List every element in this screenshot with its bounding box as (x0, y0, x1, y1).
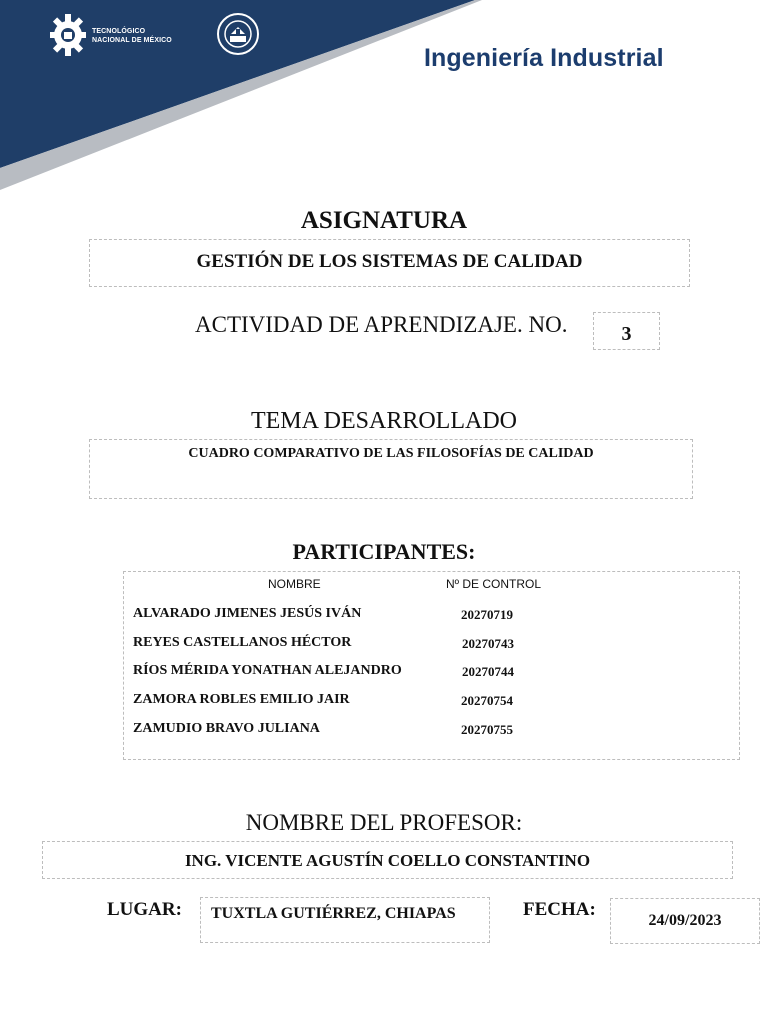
participant-name: ALVARADO JIMENES JESÚS IVÁN (133, 606, 362, 621)
participant-control: 20270719 (461, 607, 513, 622)
column-header-name: NOMBRE (268, 577, 321, 591)
tema-value: CUADRO COMPARATIVO DE LAS FILOSOFÍAS DE CALIDAD (188, 446, 594, 461)
institution-line-1: TECNOLÓGICO (92, 28, 146, 35)
asignatura-value: GESTIÓN DE LOS SISTEMAS DE CALIDAD (196, 251, 583, 272)
tecnm-logo-icon (48, 6, 88, 64)
lugar-label: LUGAR: (107, 899, 182, 920)
institution-line-2: NACIONAL DE MÉXICO (92, 37, 172, 44)
institute-seal-icon (216, 12, 260, 56)
actividad-heading: ACTIVIDAD DE APRENDIZAJE. NO. (195, 312, 568, 337)
participantes-heading: PARTICIPANTES: (292, 539, 476, 564)
fecha-value: 24/09/2023 (648, 912, 722, 929)
tema-heading: TEMA DESARROLLADO (250, 408, 517, 434)
column-header-control: Nº DE CONTROL (446, 577, 542, 591)
lugar-value: TUXTLA GUTIÉRREZ, CHIAPAS (211, 905, 456, 922)
participant-control: 20270754 (461, 693, 513, 708)
participant-name: ZAMORA ROBLES EMILIO JAIR (133, 692, 350, 707)
participant-name: REYES CASTELLANOS HÉCTOR (133, 635, 352, 650)
institution-name (92, 27, 172, 45)
fecha-label: FECHA: (523, 899, 596, 920)
actividad-number: 3 (621, 323, 632, 345)
participant-control: 20270743 (462, 636, 514, 651)
fecha-box (610, 898, 760, 944)
actividad-number-box (593, 312, 660, 350)
asignatura-heading: ASIGNATURA (300, 207, 468, 234)
program-title: Ingeniería Industrial (424, 44, 664, 72)
participant-name: ZAMUDIO BRAVO JULIANA (133, 721, 320, 736)
profesor-heading: NOMBRE DEL PROFESOR: (245, 810, 523, 835)
participant-control: 20270755 (461, 722, 513, 737)
profesor-value: ING. VICENTE AGUSTÍN COELLO CONSTANTINO (184, 851, 591, 870)
participant-name: RÍOS MÉRIDA YONATHAN ALEJANDRO (133, 663, 402, 678)
lugar-box (200, 897, 490, 943)
tema-box (89, 439, 693, 499)
participant-control: 20270744 (462, 664, 514, 679)
asignatura-box (89, 239, 690, 287)
profesor-box (42, 841, 733, 879)
